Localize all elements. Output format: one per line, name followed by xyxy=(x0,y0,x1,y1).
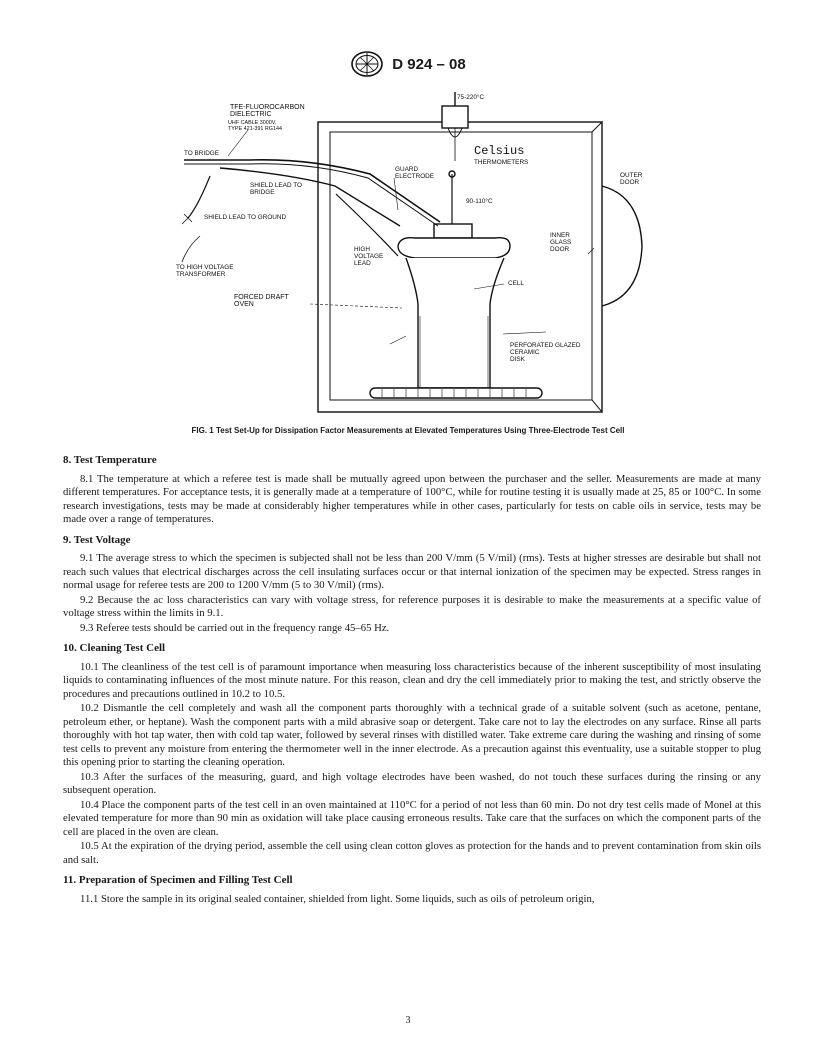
label-shield-lead-ground: SHIELD LEAD TO GROUND xyxy=(204,214,287,221)
figure-caption: FIG. 1 Test Set-Up for Dissipation Factor Measurements at Elevated Temperatures Using Three-Electrode Test Cell xyxy=(191,426,625,435)
inner-glass-door xyxy=(592,122,602,412)
label-tfe-dielectric: TFE-FLUOROCARBON DIELECTRIC xyxy=(230,104,305,118)
section-11 xyxy=(63,874,761,906)
cell-top xyxy=(398,238,510,258)
figure-test-setup xyxy=(170,86,650,416)
label-thermometers: THERMOMETERS xyxy=(474,159,529,166)
label-forced-draft-oven: FORCED DRAFT OVEN xyxy=(234,294,289,308)
label-temp-mid: 90-110°C xyxy=(466,198,493,205)
test-setup-diagram xyxy=(170,86,650,416)
perforated-ceramic-disk xyxy=(370,388,542,398)
paragraph-10-4: 10.4 Place the component parts of the test cell in an oven maintained at 110°C for a period of not less than 60 min. Do not dry test cells made of Monel at this elevated temperature for more than 90 min as oxidation will take place causing erroneous results. Take care that the surfaces on which the component parts of the cell are placed in the oven are clean. xyxy=(63,798,761,838)
paragraph-8-1: 8.1 The temperature at which a referee test is made shall be mutually agreed upon between the purchaser and the seller. Measurements are made at many different temperatures. For acceptance tests, it is generally made at a temperature of 100°C, while for routine testing it is usually made at 25, 85 or 100°C. In some research investigations, tests may be made at considerably higher temperatures while in other cases, particularly for tests on cable oils in service, tests may be made over a range of temperatures. xyxy=(63,472,761,525)
label-celsius: Celsius xyxy=(474,144,525,158)
label-shield-lead-bridge: SHIELD LEAD TO BRIDGE xyxy=(250,182,302,196)
section-heading: 10. Cleaning Test Cell xyxy=(63,642,166,654)
paragraph-10-1: 10.1 The cleanliness of the test cell is of paramount importance when measuring loss characteristics because of the inherent susceptibility of most insulating liquids to contaminating influences of the most minute nature. For this reason, clean and dry the cell immediately prior to making the test, and strictly observe the procedures and precautions outlined in 10.2 to 10.5. xyxy=(63,660,761,700)
paragraph-10-5: 10.5 At the expiration of the drying period, assemble the cell using clean cotton gloves as protection for the hands and to prevent contamination from skin oils and salt. xyxy=(63,840,761,866)
label-cell: CELL xyxy=(508,280,524,287)
label-outer-door: OUTER DOOR xyxy=(620,172,643,186)
section-10 xyxy=(63,642,761,867)
label-to-bridge: TO BRIDGE xyxy=(184,150,220,157)
section-8 xyxy=(63,454,761,527)
thermometer-holder xyxy=(442,106,468,128)
hv-cable xyxy=(188,176,210,218)
astm-logo-icon xyxy=(350,50,384,78)
label-uhf-cable: UHF CABLE 3000V, TYPE 421-391 RG144 xyxy=(228,120,282,132)
paragraph-9-2: 9.2 Because the ac loss characteristics can vary with voltage stress, for reference purposes it is desirable to make the measurements at a specific value of voltage stress within the limits in 9.1. xyxy=(63,593,761,619)
label-high-voltage-lead: HIGH VOLTAGE LEAD xyxy=(354,246,384,267)
document-designation: D 924 – 08 xyxy=(392,55,466,73)
section-heading: 8. Test Temperature xyxy=(63,454,157,466)
document-body xyxy=(63,450,761,913)
label-perforated-disk: PERFORATED GLAZED CERAMIC DISK xyxy=(510,342,581,363)
section-heading: 9. Test Voltage xyxy=(63,533,131,546)
outer-door xyxy=(602,186,642,306)
cell-cap xyxy=(434,224,472,238)
document-header xyxy=(0,50,816,78)
label-to-hv-transformer: TO HIGH VOLTAGE TRANSFORMER xyxy=(176,264,234,278)
paragraph-10-3: 10.3 After the surfaces of the measuring, guard, and high voltage electrodes have been washed, do not touch these surfaces during the rinsing or any subsequent operation. xyxy=(63,770,761,796)
paragraph-9-1: 9.1 The average stress to which the specimen is subjected shall not be less than 200 V/mm (5 V/mil) (rms). Tests at higher stresses are desirable but shall not reach such values that electrical discharges across the cell insulating surfaces occur or that internal ionization of the specimen may be expected. Stress ranges in normal usage for referee tests are 200 to 1200 V/mm (5 to 30 V/mil) (rms). xyxy=(63,552,761,591)
cell-body xyxy=(406,258,504,388)
paragraph-11-1: 11.1 Store the sample in its original sealed container, shielded from light. Some liquids, such as oils of petroleum origin, xyxy=(80,892,595,905)
section-9 xyxy=(63,534,761,636)
label-inner-glass-door: INNER GLASS DOOR xyxy=(550,232,572,253)
label-guard-electrode: GUARD ELECTRODE xyxy=(395,166,435,180)
paragraph-10-2: 10.2 Dismantle the cell completely and wash all the component parts thoroughly with a technical grade of a suitable solvent (such as acetone, pentane, petroleum ether, or heptane). Wash the component parts with a mild abrasive soap or detergent. Take care not to lay the electrodes on any surface. Rinse all parts thoroughly with hot tap water, then with cold tap water, followed by several rinses with distilled water. Take extreme care during the washing and rinsing of some test cells to prevent any moisture from entering the thermometer well in the inner electrode. As a precaution against this eventuality, use a suitable stopper to plug this opening prior to starting the cleaning operation. xyxy=(63,702,761,768)
section-heading: 11. Preparation of Specimen and Filling Test Cell xyxy=(63,874,293,886)
paragraph-9-3: 9.3 Referee tests should be carried out in the frequency range 45–65 Hz. xyxy=(80,621,390,634)
page-number: 3 xyxy=(405,1015,411,1026)
label-temp-top: 75-220°C xyxy=(457,94,485,101)
